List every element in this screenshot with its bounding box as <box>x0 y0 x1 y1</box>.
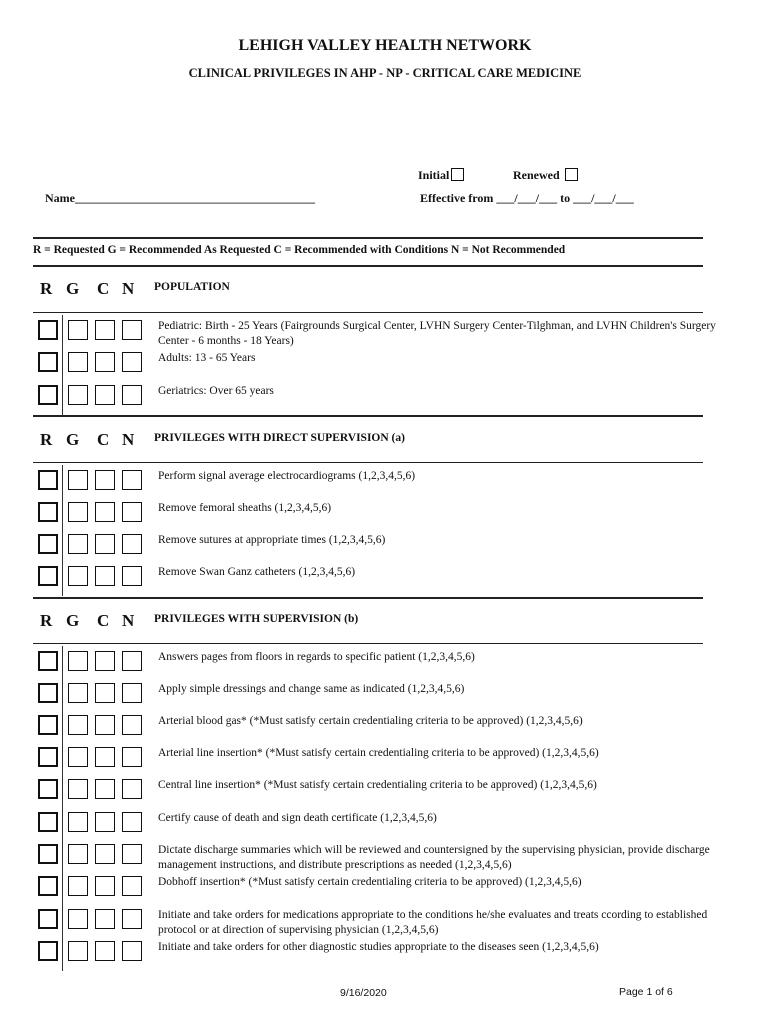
column-separator <box>62 646 63 971</box>
checkbox-g[interactable] <box>68 876 88 896</box>
checkbox-n[interactable] <box>122 876 142 896</box>
privilege-text: Initiate and take orders for other diagnostic studies appropriate to the diseases seen (1,2,3,4,5,6) <box>158 941 599 953</box>
checkbox-r[interactable] <box>38 844 58 864</box>
checkbox-g[interactable] <box>68 470 88 490</box>
checkbox-c[interactable] <box>95 909 115 929</box>
privilege-text: Dictate discharge summaries which will be reviewed and countersigned by the supervising physician, provide discharge management instructions, and distribute prescriptions as needed (1,2,3,4,5,6) <box>158 844 710 871</box>
checkbox-r[interactable] <box>38 779 58 799</box>
checkbox-c[interactable] <box>95 502 115 522</box>
checkbox-r[interactable] <box>38 812 58 832</box>
checkbox-r[interactable] <box>38 502 58 522</box>
checkbox-r[interactable] <box>38 715 58 735</box>
checkbox-g[interactable] <box>68 941 88 961</box>
section-end-rule <box>33 597 703 599</box>
column-header-g: G <box>66 611 80 630</box>
effective-dates-field[interactable]: Effective from ___/___/___ to ___/___/___ <box>420 191 634 205</box>
privilege-text: Remove sutures at appropriate times (1,2,3,4,5,6) <box>158 534 386 546</box>
checkbox-c[interactable] <box>95 683 115 703</box>
legend-top-rule <box>33 237 703 239</box>
checkbox-g[interactable] <box>68 715 88 735</box>
checkbox-n[interactable] <box>122 470 142 490</box>
name-field[interactable]: Name________________________________________ <box>45 191 315 205</box>
section-end-rule <box>33 415 703 417</box>
checkbox-g[interactable] <box>68 320 88 340</box>
checkbox-r[interactable] <box>38 876 58 896</box>
legend-bottom-rule <box>33 265 703 267</box>
section-title: POPULATION <box>154 281 230 293</box>
checkbox-r[interactable] <box>38 566 58 586</box>
checkbox-n[interactable] <box>122 812 142 832</box>
privilege-text: Certify cause of death and sign death certificate (1,2,3,4,5,6) <box>158 812 437 824</box>
checkbox-c[interactable] <box>95 534 115 554</box>
column-header-r: R <box>40 430 53 449</box>
initial-checkbox[interactable] <box>451 168 464 181</box>
column-separator <box>62 465 63 596</box>
checkbox-g[interactable] <box>68 844 88 864</box>
checkbox-r[interactable] <box>38 470 58 490</box>
renewed-field <box>513 168 578 183</box>
privilege-text: Adults: 13 - 65 Years <box>158 352 256 364</box>
column-header-n: N <box>122 279 135 298</box>
column-header-r: R <box>40 279 53 298</box>
checkbox-n[interactable] <box>122 683 142 703</box>
checkbox-g[interactable] <box>68 502 88 522</box>
column-header-r: R <box>40 611 53 630</box>
document-subtitle: CLINICAL PRIVILEGES IN AHP - NP - CRITICAL CARE MEDICINE <box>188 66 582 80</box>
checkbox-c[interactable] <box>95 385 115 405</box>
footer-date: 9/16/2020 <box>340 987 387 999</box>
checkbox-c[interactable] <box>95 747 115 767</box>
privilege-text: Dobhoff insertion* (*Must satisfy certain credentialing criteria to be approved) (1,2,3,4,5,6) <box>158 876 582 888</box>
checkbox-n[interactable] <box>122 909 142 929</box>
renewed-label: Renewed <box>513 168 560 182</box>
checkbox-c[interactable] <box>95 651 115 671</box>
checkbox-n[interactable] <box>122 385 142 405</box>
checkbox-r[interactable] <box>38 385 58 405</box>
checkbox-r[interactable] <box>38 534 58 554</box>
checkbox-r[interactable] <box>38 352 58 372</box>
checkbox-c[interactable] <box>95 876 115 896</box>
checkbox-c[interactable] <box>95 320 115 340</box>
privilege-text: Answers pages from floors in regards to specific patient (1,2,3,4,5,6) <box>158 651 475 663</box>
checkbox-c[interactable] <box>95 566 115 586</box>
checkbox-c[interactable] <box>95 941 115 961</box>
checkbox-n[interactable] <box>122 715 142 735</box>
privilege-text: Remove femoral sheaths (1,2,3,4,5,6) <box>158 502 332 514</box>
checkbox-r[interactable] <box>38 941 58 961</box>
checkbox-n[interactable] <box>122 747 142 767</box>
initial-field <box>418 168 464 183</box>
checkbox-c[interactable] <box>95 844 115 864</box>
checkbox-n[interactable] <box>122 941 142 961</box>
checkbox-g[interactable] <box>68 534 88 554</box>
column-header-g: G <box>66 279 80 298</box>
privilege-text: Arterial line insertion* (*Must satisfy certain credentialing criteria to be approved) (1,2,3,4,5,6) <box>158 747 599 759</box>
footer-page-number: Page 1 of 6 <box>619 986 673 998</box>
column-header-g: G <box>66 430 80 449</box>
checkbox-c[interactable] <box>95 352 115 372</box>
column-header-n: N <box>122 611 135 630</box>
checkbox-g[interactable] <box>68 683 88 703</box>
section-title: PRIVILEGES WITH SUPERVISION (b) <box>154 613 359 625</box>
document-title: LEHIGH VALLEY HEALTH NETWORK <box>238 37 532 54</box>
column-header-c: C <box>97 430 110 449</box>
checkbox-n[interactable] <box>122 320 142 340</box>
checkbox-r[interactable] <box>38 683 58 703</box>
privilege-text: Arterial blood gas* (*Must satisfy certain credentialing criteria to be approved) (1,2,3,4,5,6) <box>158 715 583 727</box>
checkbox-n[interactable] <box>122 534 142 554</box>
privilege-text: Geriatrics: Over 65 years <box>158 385 274 397</box>
privilege-text: Pediatric: Birth - 25 Years (Fairgrounds Surgical Center, LVHN Surgery Center-Tilghman, and LVHN Children's Surgery Center - 6 months - 18 Years) <box>158 320 716 347</box>
section-header-rule <box>33 462 703 463</box>
checkbox-g[interactable] <box>68 747 88 767</box>
checkbox-c[interactable] <box>95 470 115 490</box>
privilege-text: Perform signal average electrocardiograms (1,2,3,4,5,6) <box>158 470 416 482</box>
privilege-text: Remove Swan Ganz catheters (1,2,3,4,5,6) <box>158 566 356 578</box>
renewed-checkbox[interactable] <box>565 168 578 181</box>
section-title: PRIVILEGES WITH DIRECT SUPERVISION (a) <box>154 432 405 444</box>
column-header-c: C <box>97 279 110 298</box>
checkbox-n[interactable] <box>122 779 142 799</box>
checkbox-g[interactable] <box>68 566 88 586</box>
column-header-c: C <box>97 611 110 630</box>
checkbox-g[interactable] <box>68 812 88 832</box>
section-header-rule <box>33 643 703 644</box>
checkbox-c[interactable] <box>95 779 115 799</box>
checkbox-r[interactable] <box>38 747 58 767</box>
checkbox-g[interactable] <box>68 779 88 799</box>
checkbox-n[interactable] <box>122 651 142 671</box>
checkbox-g[interactable] <box>68 385 88 405</box>
checkbox-n[interactable] <box>122 352 142 372</box>
column-header-n: N <box>122 430 135 449</box>
checkbox-r[interactable] <box>38 651 58 671</box>
checkbox-n[interactable] <box>122 844 142 864</box>
column-separator <box>62 315 63 415</box>
initial-label: Initial <box>418 168 450 182</box>
checkbox-n[interactable] <box>122 502 142 522</box>
checkbox-r[interactable] <box>38 320 58 340</box>
checkbox-g[interactable] <box>68 909 88 929</box>
checkbox-c[interactable] <box>95 715 115 735</box>
checkbox-g[interactable] <box>68 651 88 671</box>
checkbox-n[interactable] <box>122 566 142 586</box>
privilege-text: Initiate and take orders for medications appropriate to the conditions he/she evaluates and treats ccording to established protocol or at direction of supervising physician (1,2,3,4,5,6) <box>158 909 708 936</box>
checkbox-r[interactable] <box>38 909 58 929</box>
privilege-text: Apply simple dressings and change same as indicated (1,2,3,4,5,6) <box>158 683 465 695</box>
section-header-rule <box>33 312 703 313</box>
legend: R = Requested G = Recommended As Requested C = Recommended with Conditions N = Not Recommended <box>33 244 566 256</box>
checkbox-g[interactable] <box>68 352 88 372</box>
checkbox-c[interactable] <box>95 812 115 832</box>
privilege-text: Central line insertion* (*Must satisfy certain credentialing criteria to be approved) (1,2,3,4,5,6) <box>158 779 597 791</box>
